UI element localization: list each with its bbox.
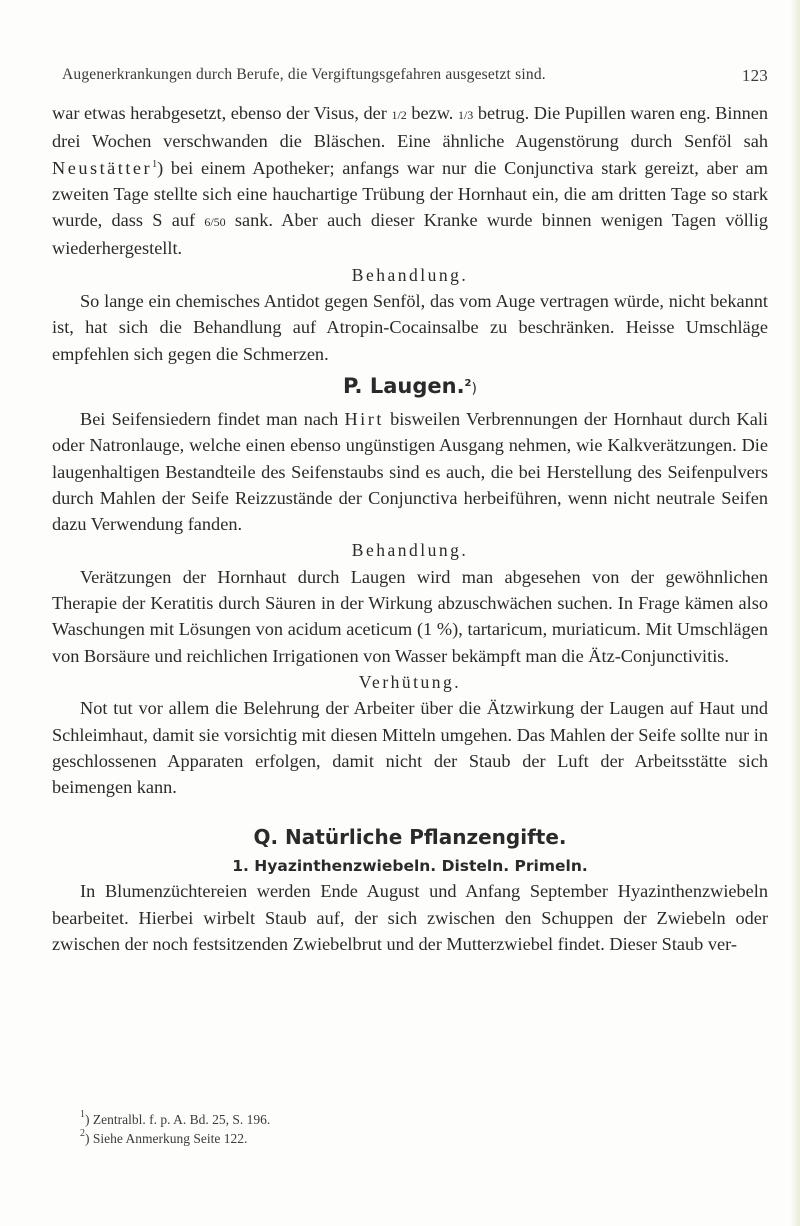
paragraph-1	[52, 100, 768, 262]
page-edge	[790, 0, 800, 1226]
footnotes	[80, 1110, 270, 1148]
fraction: 6/50	[204, 215, 226, 230]
paragraph-4: Verätzungen der Hornhaut durch Laugen wird man abgesehen von der gewöhnlichen Therapie der Keratitis durch Säuren in der Wirkung abzuschwächen suchen. In Frage kämen also Waschungen mit Lösungen von acidum aceticum (1 %), tartaricum, muriaticum. Mit Umschlägen von Borsäure und reichlichen Irrigationen von Wasser bekämpft man die Ätz-Conjunctivitis.	[52, 566, 768, 666]
footnote	[80, 1129, 270, 1148]
subheading-behandlung: Behandlung.	[351, 264, 469, 285]
text: war etwas herabgesetzt, ebenso der Visus, der	[52, 103, 392, 123]
running-head	[62, 66, 768, 84]
section-heading-q: Q. Natürliche Pflanzengifte.	[253, 825, 567, 850]
paragraph-3	[52, 406, 768, 537]
footnote-mark: 1	[80, 1109, 85, 1120]
footnote-ref: 1	[152, 158, 158, 170]
text: sank. Aber auch dieser Kranke wurde binnen wenigen Tagen völlig wiederhergestellt.	[52, 210, 768, 259]
footnote-text: ) Siehe Anmerkung Seite 122.	[85, 1131, 248, 1146]
footnote-ref: 2	[464, 377, 472, 389]
text: Bei Seifensiedern findet man nach	[80, 408, 345, 429]
section-title: P. Laugen.	[343, 373, 465, 398]
running-head-title: Augenerkrankungen durch Berufe, die Vergiftungsgefahren ausgesetzt sind.	[62, 66, 546, 83]
text: bezw.	[406, 103, 458, 123]
text: betrug. Die Pupillen waren eng. Binnen drei Wochen verschwanden die Bläschen. Eine ähnliche Augenstörung durch Senföl sah	[52, 103, 768, 152]
text: bisweilen Verbrennungen der Hornhaut durch Kali oder Natronlauge, welche einen ebenso ungünstigen Ausgang nehmen, wie Kalkverätzungen. Die laugenhaltigen Bestandteile des Seifenstaubs sind es auch, die bei Herstellung des Seifenpulvers durch Mahlen der Seife Reizzustände der Conjunctiva herbeiführen, wenn nicht neutrale Seifen dazu Verwendung fanden.	[52, 408, 768, 535]
fraction: 1/2	[391, 108, 407, 122]
footnote-text: ) Zentralbl. f. p. A. Bd. 25, S. 196.	[85, 1112, 271, 1127]
subheading-verhuetung: Verhütung.	[358, 671, 462, 692]
author-name: Neustätter	[52, 157, 153, 178]
section-heading-p	[52, 371, 768, 404]
subheading-behandlung: Behandlung.	[351, 540, 469, 561]
footnote-mark: 2	[80, 1128, 85, 1139]
footnote	[80, 1110, 270, 1129]
body-text	[52, 100, 768, 957]
text: )	[471, 380, 477, 397]
paragraph-5: Not tut vor allem die Belehrung der Arbeiter über die Ätzwirkung der Laugen auf Haut und Schleimhaut, damit sie vorsichtig mit diesen Mitteln umgehen. Das Mahlen der Seife sollte nur in geschlossenen Apparaten erfolgen, damit nicht der Staub der Luft der Arbeitsstätte sich beimengen kann.	[52, 698, 768, 798]
fraction: 1/3	[457, 108, 474, 122]
author-name: Hirt	[344, 408, 384, 429]
subsection-heading-1: 1. Hyazinthenzwiebeln. Disteln. Primeln.	[232, 857, 588, 876]
paragraph-2: So lange ein chemisches Antidot gegen Senföl, das vom Auge vertragen würde, nicht bekannt ist, hat sich die Behandlung auf Atropin-Cocainsalbe zu beschränken. Heisse Umschläge empfehlen sich gegen die Schmerzen.	[52, 291, 768, 364]
paragraph-6: In Blumenzüchtereien werden Ende August und Anfang September Hyazinthenzwiebeln bearbeitet. Hierbei wirbelt Staub auf, der sich zwischen den Schuppen der Zwiebeln oder zwischen der noch festsitzenden Zwiebelbrut und der Mutterzwiebel findet. Dieser Staub ver-	[52, 881, 768, 955]
page-number: 123	[741, 66, 768, 85]
text: ) bei einem Apotheker; anfangs war nur die Conjunctiva stark gereizt, aber am zweiten Tage stellte sich eine hauchartige Trübung der Hornhaut ein, die am dritten Tage so stark wurde, dass S auf	[52, 157, 768, 231]
